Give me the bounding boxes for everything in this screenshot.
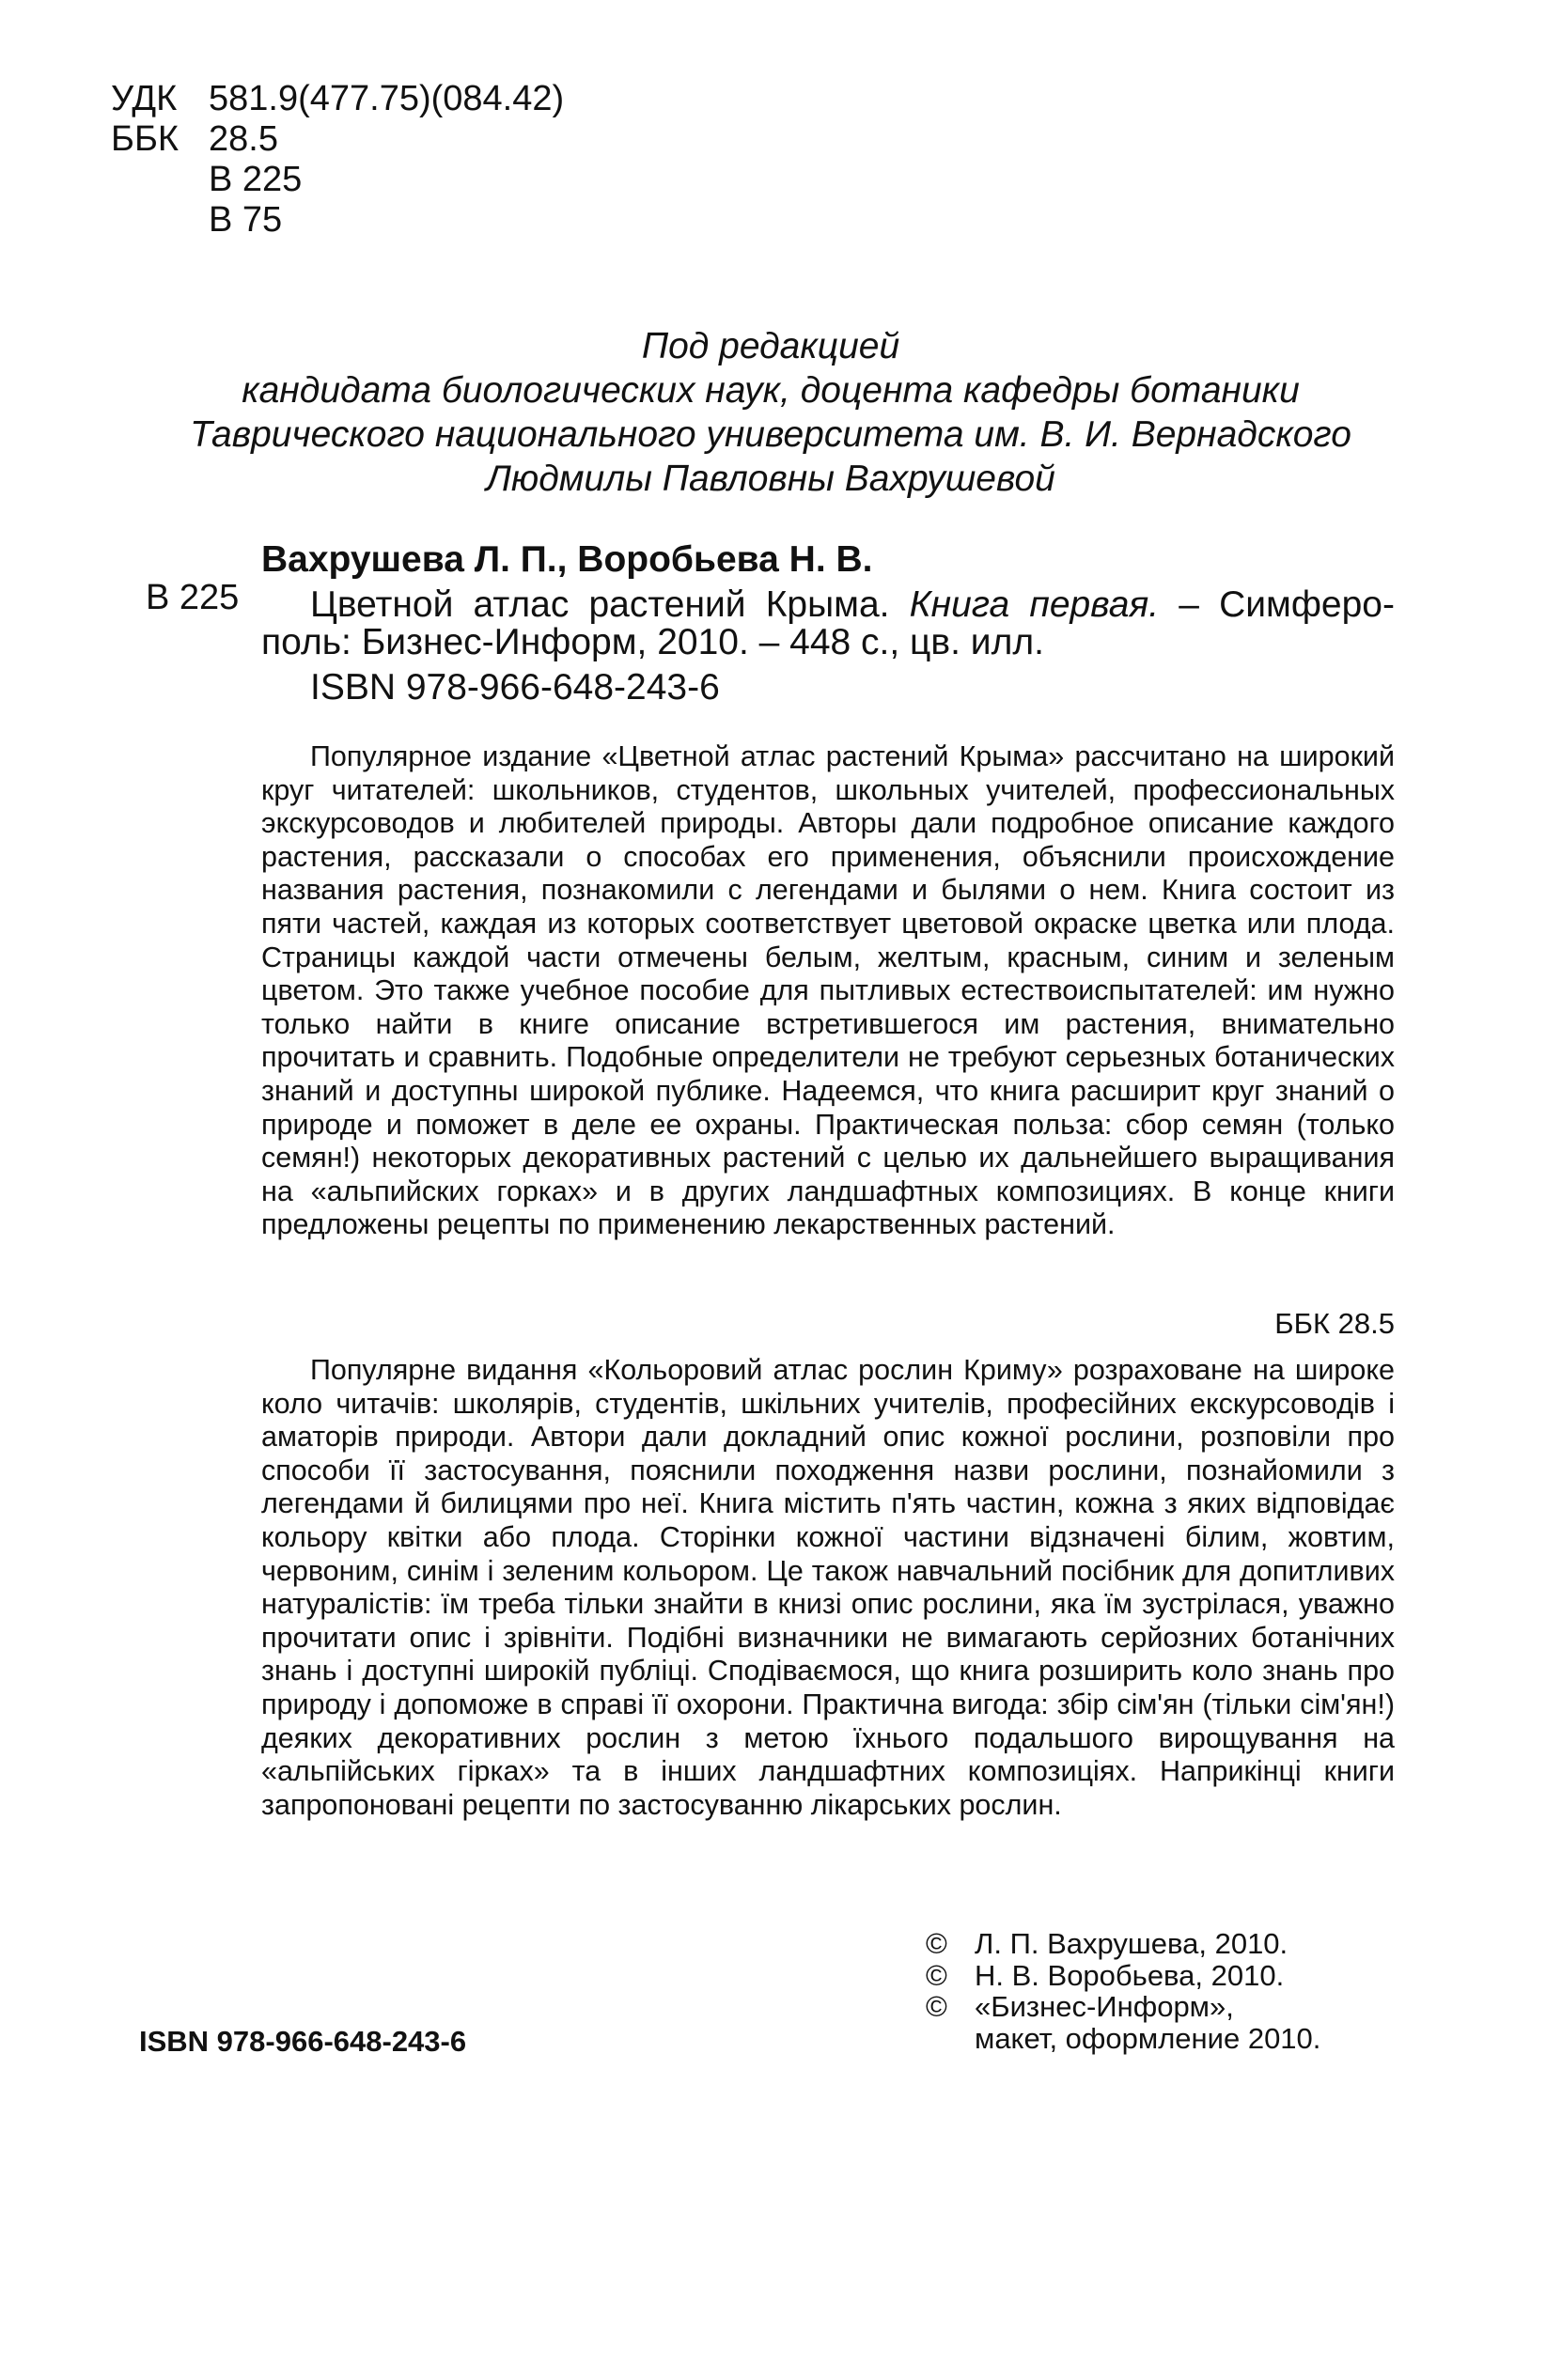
copyright-line-1: © Л. П. Вахрушева, 2010. — [926, 1927, 1288, 1960]
authors: Вахрушева Л. П., Воробьева Н. В. — [261, 539, 873, 580]
abstract-russian — [261, 740, 1395, 1242]
book-title-line — [310, 584, 1395, 626]
editor-line-3: Таврического национального университета им. В. И. Вернадского — [190, 414, 1351, 455]
author-code-1: В 225 — [209, 160, 303, 199]
copyright-icon: © — [926, 1958, 947, 1992]
copyright-block — [926, 1928, 1320, 2055]
bbk-value: 28.5 — [209, 119, 278, 159]
bbk-label: ББК — [111, 119, 180, 159]
code-row-1 — [111, 160, 564, 200]
copyright-line-4: макет, оформление 2010. — [975, 2022, 1321, 2056]
classification-codes — [111, 79, 564, 241]
udk-label: УДК — [111, 79, 178, 118]
editor-line-2: кандидата биологических наук, доцента кафедры ботаники — [242, 370, 1300, 411]
author-code-2: В 75 — [209, 200, 283, 240]
abstract-ukrainian-text: Популярне видання «Кольоровий атлас рослин Криму» розраховане на широке коло читачів: школярів, студентів, шкільних учителів, професійних екскурсоводів і аматорів природи. Автори дали докладний опис кожної рослини, розповіли про способи її застосування, пояснили походження назви рослини, познайомили з легендами й билицями про неї. Книга містить п'ять частин, кожна з яких відповідає кольору квітки або плода. Сторінки кожної частини відзначені білим, жовтим, червоним, синім і зеленим кольором. Це також навчальний посібник для допитливих натуралістів: їм треба тільки знайти в книзі опис рослини, яка їм зустрілася, уважно прочитати опис і зрівніти. Подібні визначники не вимагають серйозних ботанічних знань і доступні широкій публіці. Сподіваємося, що книга розширить коло знань про природу і допоможе в справі її охорони. Практична вигода: збір сім'ян (тільки сім'ян!) деяких декоративних рослин з метою їхнього подальшого вирощування на «альпійських гірках» та в інших ландшафтних композиціях. Наприкінці книги запропоновані рецепти по застосуванню лікарських рослин. — [261, 1354, 1395, 1821]
abstract-ukrainian — [261, 1354, 1395, 1822]
publisher-line: поль: Бизнес-Информ, 2010. – 448 с., цв. илл. — [261, 622, 1044, 662]
copyright-line-2: © Н. В. Воробьева, 2010. — [926, 1958, 1285, 1992]
bbk-index: ББК 28.5 — [1274, 1307, 1395, 1340]
book-title: Цветной атлас растений Крыма. — [310, 584, 890, 625]
copyright-line-3: © «Бизнес-Информ», — [926, 1990, 1234, 2024]
book-volume: Книга первая. — [909, 584, 1160, 625]
bib-isbn: ISBN 978-966-648-243-6 — [310, 667, 720, 708]
isbn-bottom: ISBN 978-966-648-243-6 — [139, 2025, 467, 2058]
editor-line-1: Под редакцией — [641, 326, 900, 366]
code-row-2 — [111, 200, 564, 241]
editor-line-4: Людмилы Павловны Вахрушевой — [486, 459, 1055, 499]
call-mark: В 225 — [146, 578, 240, 617]
publisher-start: – Симферо- — [1179, 584, 1395, 625]
udk-row — [111, 79, 564, 119]
editor-credits — [141, 324, 1400, 501]
abstract-russian-text: Популярное издание «Цветной атлас растений Крыма» рассчитано на широкий круг читателей: школьников, студентов, школьных учителей, профессиональных экскурсоводов и любителей природы. Авторы дали подробное описание каждого растения, рассказали о способах его применения, объяснили происхождение названия растения, познакомили с легендами и былями о нем. Книга состоит из пяти частей, каждая из которых соответствует цветовой окраске цветка или плода. Страницы каждой части отмечены белым, желтым, красным, синим и зеленым цветом. Это также учебное пособие для пытливых естествоиспытателей: им нужно только найти в книге описание встретившегося им растения, внимательно прочитать и сравнить. Подобные определители не требуют серьезных ботанических знаний и доступны широкой публике. Надеемся, что книга расширит круг знаний о природе и поможет в деле ее охраны. Практическая польза: сбор семян (только семян!) некоторых декоративных растений с целью их дальнейшего выращивания на «альпийских горках» и в других ландшафтных композициях. В конце книги предложены рецепты по применению лекарственных растений. — [261, 740, 1395, 1241]
copyright-icon: © — [926, 1990, 947, 2024]
udk-value: 581.9(477.75)(084.42) — [209, 79, 565, 118]
copyright-icon: © — [926, 1927, 947, 1960]
bbk-row — [111, 119, 564, 160]
